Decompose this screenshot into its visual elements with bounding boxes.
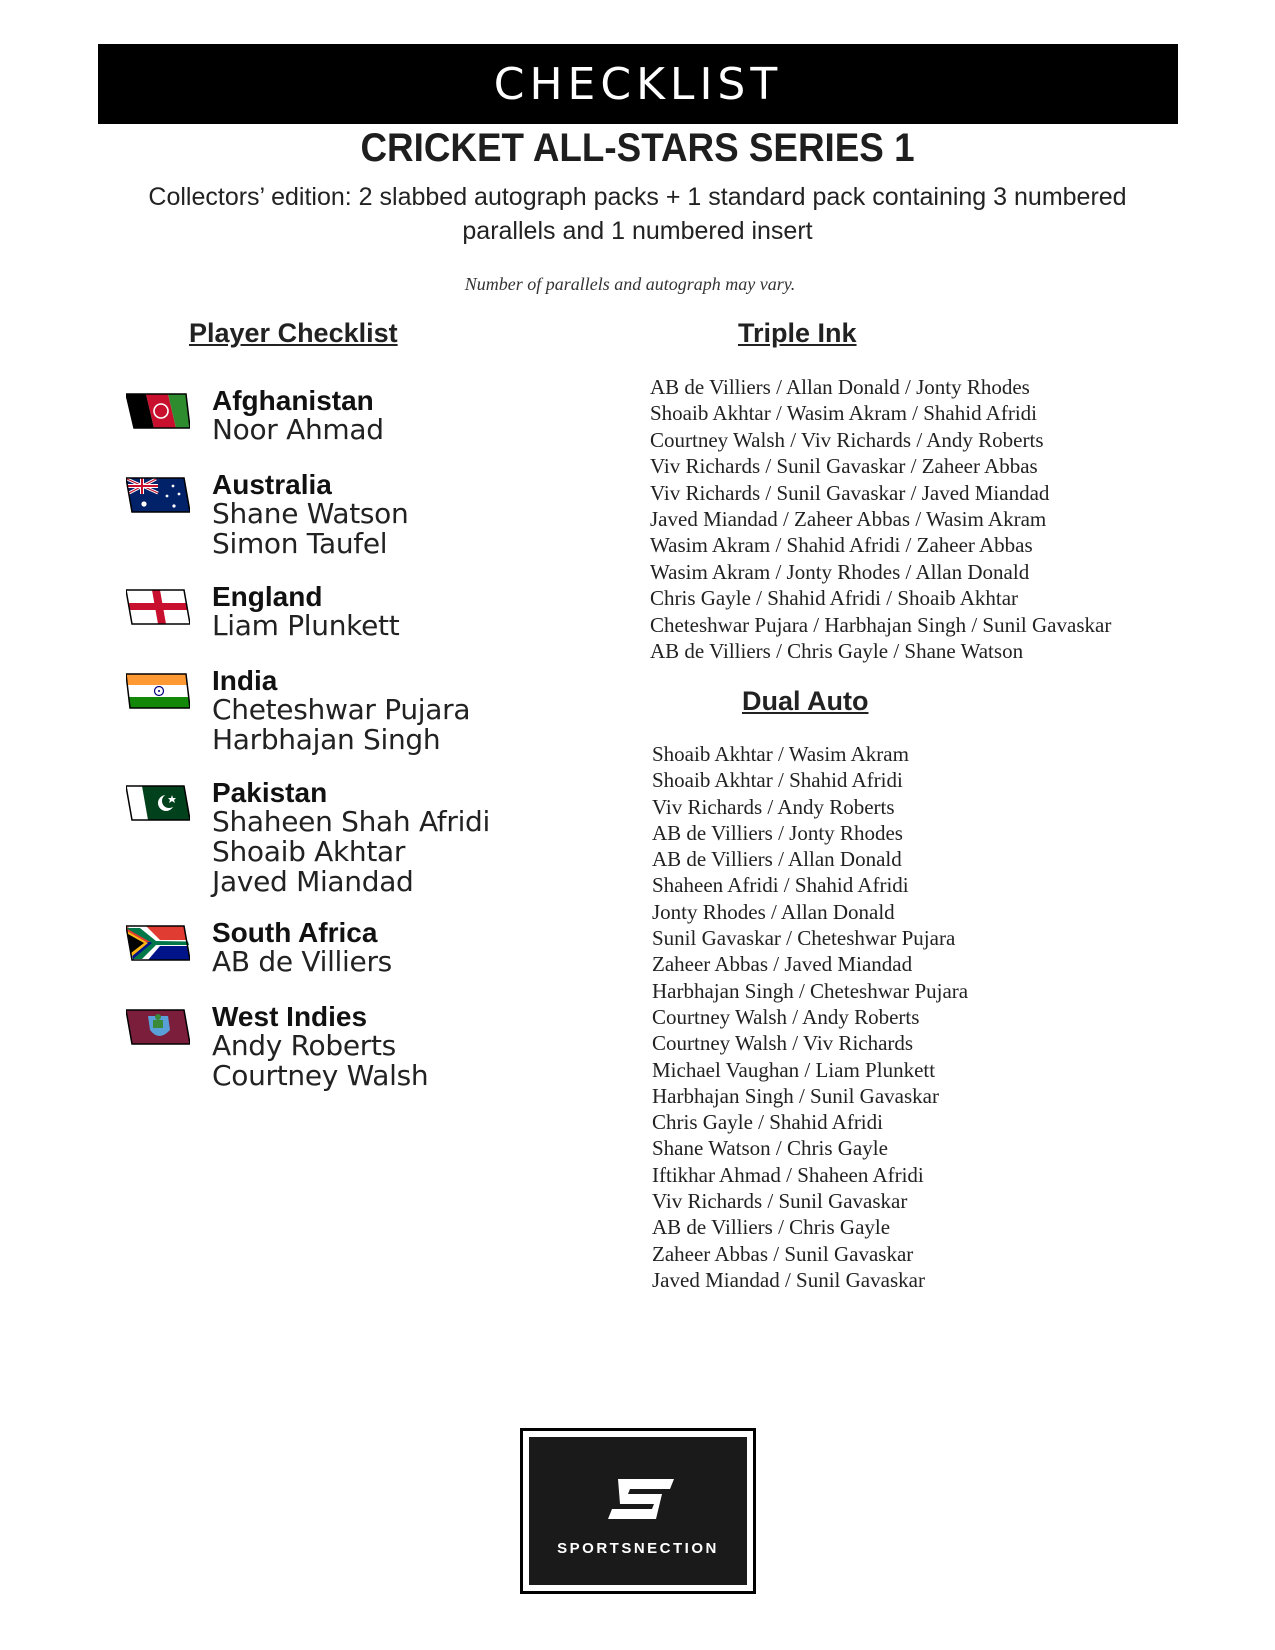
triple-ink-list: [650, 374, 1111, 664]
list-item: Harbhajan Singh / Cheteshwar Pujara: [652, 978, 969, 1003]
list-item: Zaheer Abbas / Sunil Gavaskar: [652, 1241, 914, 1266]
player-name: Andy Roberts: [212, 1029, 396, 1062]
country-name: South Africa: [212, 917, 378, 948]
list-item: AB de Villiers / Allan Donald / Jonty Rhodes: [650, 375, 1030, 399]
list-item: Zaheer Abbas / Javed Miandad: [652, 952, 913, 977]
header-bar: [98, 44, 1178, 124]
triple-ink-heading: Triple Ink: [738, 318, 857, 348]
australia-flag-icon: [126, 476, 190, 514]
player-name: Courtney Walsh: [212, 1059, 429, 1092]
afghanistan-flag-icon: [126, 392, 190, 430]
list-item: Javed Miandad / Zaheer Abbas / Wasim Akram: [650, 507, 1047, 532]
header-label: CHECKLIST: [493, 58, 783, 110]
logo-text: SPORTSNECTION: [557, 1540, 719, 1557]
player-name: Shane Watson: [212, 497, 409, 530]
logo-panel: [529, 1437, 747, 1585]
dual-auto-heading: Dual Auto: [742, 686, 869, 716]
player-name: Cheteshwar Pujara: [212, 693, 471, 726]
list-item: Viv Richards / Sunil Gavaskar / Javed Miandad: [650, 480, 1050, 505]
list-item: Viv Richards / Andy Roberts: [652, 794, 895, 819]
list-item: Javed Miandad / Sunil Gavaskar: [652, 1267, 925, 1292]
list-item: Shoaib Akhtar / Wasim Akram: [652, 742, 909, 766]
country-name: West Indies: [212, 1001, 368, 1032]
list-item: Cheteshwar Pujara / Harbhajan Singh / Sunil Gavaskar: [650, 612, 1112, 637]
dual-auto-list: [652, 741, 968, 1293]
sportsnection-s-logo-icon: [608, 1479, 674, 1519]
page-title: CRICKET ALL-STARS SERIES 1: [360, 126, 915, 170]
player-name: Liam Plunkett: [212, 609, 400, 642]
variation-note: Number of parallels and autograph may vary.: [464, 274, 796, 294]
west-indies-flag-icon: [126, 1008, 190, 1046]
list-item: AB de Villiers / Chris Gayle: [652, 1215, 891, 1240]
list-item: Shoaib Akhtar / Wasim Akram / Shahid Afridi: [650, 401, 1037, 426]
country-name: Afghanistan: [212, 385, 374, 416]
list-item: Wasim Akram / Shahid Afridi / Zaheer Abbas: [650, 533, 1033, 558]
list-item: AB de Villiers / Allan Donald: [652, 847, 902, 872]
player-name: Simon Taufel: [212, 527, 388, 560]
list-item: Iftikhar Ahmad / Shaheen Afridi: [652, 1162, 924, 1187]
list-item: Viv Richards / Sunil Gavaskar: [652, 1189, 908, 1214]
country-name: Australia: [212, 469, 332, 500]
india-flag-icon: [126, 672, 190, 710]
list-item: Jonty Rhodes / Allan Donald: [652, 899, 895, 924]
list-item: Courtney Walsh / Viv Richards / Andy Roberts: [650, 427, 1044, 452]
england-flag-icon: [126, 588, 190, 626]
list-item: Viv Richards / Sunil Gavaskar / Zaheer Abbas: [650, 454, 1038, 479]
player-name: Shaheen Shah Afridi: [212, 805, 491, 838]
player-name: Shoaib Akhtar: [212, 835, 406, 868]
list-item: Chris Gayle / Shahid Afridi: [652, 1110, 883, 1135]
list-item: Courtney Walsh / Viv Richards: [652, 1031, 914, 1056]
list-item: Shaheen Afridi / Shahid Afridi: [652, 873, 909, 898]
list-item: Sunil Gavaskar / Cheteshwar Pujara: [652, 926, 956, 951]
list-item: Harbhajan Singh / Sunil Gavaskar: [652, 1083, 939, 1108]
list-item: Shoaib Akhtar / Shahid Afridi: [652, 768, 903, 793]
country-name: Pakistan: [212, 777, 328, 808]
list-item: Courtney Walsh / Andy Roberts: [652, 1004, 920, 1029]
player-name: Noor Ahmad: [212, 413, 384, 446]
page-subtitle: Collectors’ edition: 2 slabbed autograph packs + 1 standard pack containing 3 numbered parallels and 1 numbered insert: [148, 183, 1127, 245]
country-name: England: [212, 581, 323, 612]
list-item: AB de Villiers / Chris Gayle / Shane Watson: [650, 639, 1024, 664]
player-checklist-heading: Player Checklist: [189, 318, 398, 348]
country-name: India: [212, 665, 278, 696]
list-item: Michael Vaughan / Liam Plunkett: [652, 1057, 936, 1082]
list-item: Chris Gayle / Shahid Afridi / Shoaib Akhtar: [650, 586, 1019, 611]
player-name: Harbhajan Singh: [212, 723, 441, 756]
list-item: AB de Villiers / Jonty Rhodes: [652, 820, 903, 845]
pakistan-flag-icon: [126, 784, 190, 822]
list-item: Shane Watson / Chris Gayle: [652, 1136, 888, 1161]
south-africa-flag-icon: [126, 924, 190, 962]
player-name: AB de Villiers: [212, 945, 392, 978]
player-name: Javed Miandad: [212, 865, 414, 898]
sportsnection-logo: [520, 1428, 756, 1594]
list-item: Wasim Akram / Jonty Rhodes / Allan Donald: [650, 559, 1030, 584]
